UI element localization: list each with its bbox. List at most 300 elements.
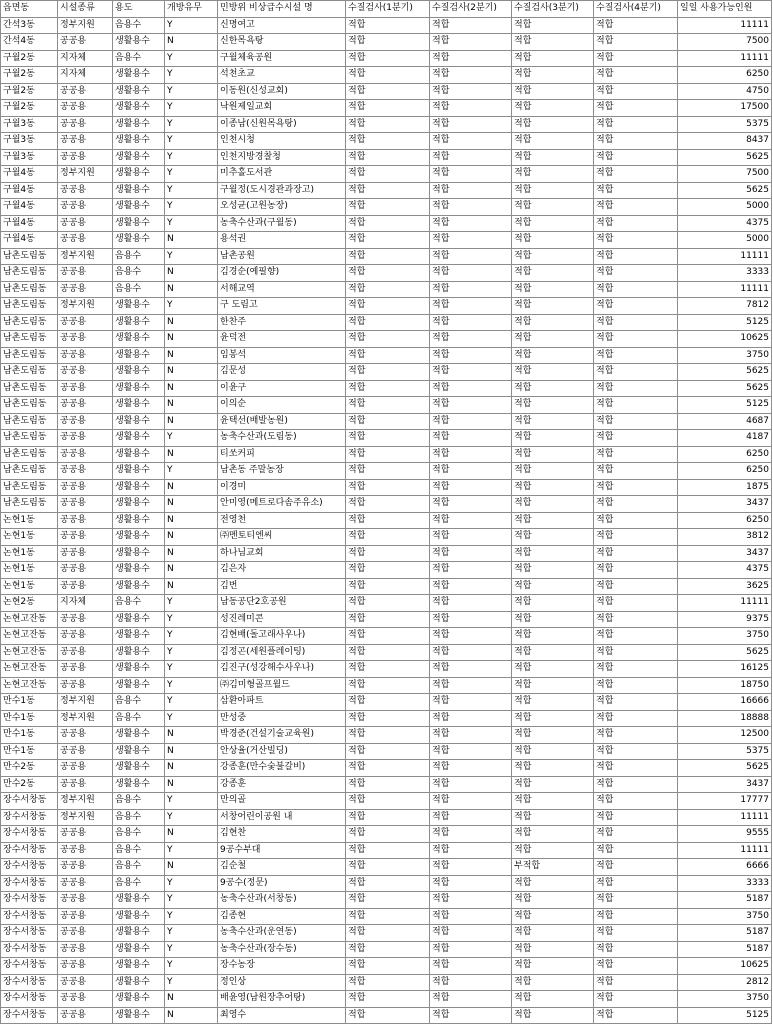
table-cell: 정부지원 bbox=[58, 166, 113, 183]
table-cell: 적합 bbox=[594, 413, 678, 430]
table-cell: 논현1동 bbox=[1, 529, 58, 546]
table-cell: 5125 bbox=[678, 1007, 772, 1024]
table-cell: 적합 bbox=[512, 281, 594, 298]
table-row bbox=[1, 232, 772, 249]
table-cell: 3437 bbox=[678, 545, 772, 562]
table-cell: 3750 bbox=[678, 347, 772, 364]
table-row bbox=[1, 67, 772, 84]
column-header: 수질검사(1분기) bbox=[346, 1, 430, 18]
table-row bbox=[1, 116, 772, 133]
table-cell: 적합 bbox=[512, 133, 594, 150]
table-cell: 이경미 bbox=[218, 479, 346, 496]
table-cell: 적합 bbox=[346, 743, 430, 760]
table-cell: 티쏘커피 bbox=[218, 446, 346, 463]
table-row bbox=[1, 908, 772, 925]
table-cell: 3812 bbox=[678, 529, 772, 546]
table-cell: 적합 bbox=[512, 826, 594, 843]
table-cell: 공공용 bbox=[58, 644, 113, 661]
table-cell: 남촌도림동 bbox=[1, 380, 58, 397]
table-cell: 생활용수 bbox=[113, 182, 165, 199]
table-cell: 적합 bbox=[594, 34, 678, 51]
table-cell: 생활용수 bbox=[113, 199, 165, 216]
table-cell: N bbox=[165, 331, 218, 348]
table-cell: 공공용 bbox=[58, 34, 113, 51]
table-row bbox=[1, 611, 772, 628]
table-cell: 농축수산과(도림동) bbox=[218, 430, 346, 447]
table-cell: 적합 bbox=[430, 182, 512, 199]
table-cell: 적합 bbox=[512, 512, 594, 529]
table-cell: 적합 bbox=[512, 677, 594, 694]
table-cell: 적합 bbox=[346, 397, 430, 414]
table-cell: 적합 bbox=[430, 743, 512, 760]
table-cell: 남촌도림동 bbox=[1, 397, 58, 414]
table-cell: 용석권 bbox=[218, 232, 346, 249]
table-cell: 생활용수 bbox=[113, 34, 165, 51]
table-cell: 적합 bbox=[430, 232, 512, 249]
table-cell: 적합 bbox=[346, 413, 430, 430]
table-cell: 김현찬 bbox=[218, 826, 346, 843]
table-row bbox=[1, 50, 772, 67]
table-cell: 장수서창동 bbox=[1, 1007, 58, 1024]
table-cell: 5187 bbox=[678, 925, 772, 942]
table-cell: 적합 bbox=[594, 182, 678, 199]
table-cell: 적합 bbox=[512, 397, 594, 414]
table-cell: 적합 bbox=[430, 430, 512, 447]
table-cell: 생활용수 bbox=[113, 512, 165, 529]
table-cell: 적합 bbox=[430, 974, 512, 991]
table-cell: Y bbox=[165, 298, 218, 315]
table-cell: 적합 bbox=[594, 974, 678, 991]
table-cell: 정부지원 bbox=[58, 298, 113, 315]
table-cell: 적합 bbox=[346, 166, 430, 183]
table-cell: 공공용 bbox=[58, 314, 113, 331]
table-cell: 남촌도림동 bbox=[1, 479, 58, 496]
table-cell: 적합 bbox=[346, 133, 430, 150]
table-cell: 농축수산과(서창동) bbox=[218, 892, 346, 909]
table-row bbox=[1, 149, 772, 166]
table-cell: 적합 bbox=[594, 446, 678, 463]
table-cell: 적합 bbox=[594, 776, 678, 793]
table-cell: 남촌도림동 bbox=[1, 347, 58, 364]
table-cell: 장수서창동 bbox=[1, 941, 58, 958]
table-cell: 적합 bbox=[594, 875, 678, 892]
table-cell: 3750 bbox=[678, 908, 772, 925]
table-cell: 17500 bbox=[678, 100, 772, 117]
table-cell: N bbox=[165, 413, 218, 430]
table-cell: 적합 bbox=[594, 628, 678, 645]
table-cell: 적합 bbox=[512, 149, 594, 166]
table-cell: Y bbox=[165, 611, 218, 628]
table-cell: N bbox=[165, 446, 218, 463]
table-cell: 부적합 bbox=[512, 859, 594, 876]
header-row bbox=[1, 1, 772, 18]
table-cell: 공공용 bbox=[58, 826, 113, 843]
table-cell: 만수1동 bbox=[1, 727, 58, 744]
table-cell: 장수서창동 bbox=[1, 793, 58, 810]
table-cell: 적합 bbox=[346, 677, 430, 694]
table-cell: 적합 bbox=[594, 479, 678, 496]
table-cell: 적합 bbox=[346, 248, 430, 265]
table-row bbox=[1, 496, 772, 513]
table-cell: 16125 bbox=[678, 661, 772, 678]
table-cell: 적합 bbox=[346, 430, 430, 447]
table-cell: 적합 bbox=[430, 496, 512, 513]
table-cell: 김번 bbox=[218, 578, 346, 595]
table-cell: 음용수 bbox=[113, 710, 165, 727]
table-cell: 남촌공원 bbox=[218, 248, 346, 265]
table-cell: 적합 bbox=[512, 760, 594, 777]
table-cell: 11111 bbox=[678, 595, 772, 612]
table-cell: 4375 bbox=[678, 562, 772, 579]
table-cell: N bbox=[165, 578, 218, 595]
table-cell: 적합 bbox=[346, 83, 430, 100]
table-row bbox=[1, 694, 772, 711]
table-cell: 생활용수 bbox=[113, 479, 165, 496]
table-cell: 적합 bbox=[594, 991, 678, 1008]
table-cell: 6250 bbox=[678, 446, 772, 463]
table-cell: 6250 bbox=[678, 512, 772, 529]
table-cell: 적합 bbox=[512, 364, 594, 381]
table-cell: 구월4동 bbox=[1, 232, 58, 249]
table-cell: 만성중 bbox=[218, 710, 346, 727]
table-cell: 생활용수 bbox=[113, 628, 165, 645]
table-cell: 3333 bbox=[678, 875, 772, 892]
table-cell: 적합 bbox=[430, 628, 512, 645]
table-cell: 1875 bbox=[678, 479, 772, 496]
table-cell: 적합 bbox=[512, 100, 594, 117]
table-cell: 공공용 bbox=[58, 116, 113, 133]
table-cell: 3333 bbox=[678, 265, 772, 282]
table-row bbox=[1, 595, 772, 612]
table-row bbox=[1, 842, 772, 859]
table-cell: 적합 bbox=[346, 974, 430, 991]
table-cell: 정부지원 bbox=[58, 793, 113, 810]
table-row bbox=[1, 100, 772, 117]
table-cell: 생활용수 bbox=[113, 166, 165, 183]
table-cell: 생활용수 bbox=[113, 215, 165, 232]
table-cell: 남촌도림동 bbox=[1, 496, 58, 513]
table-cell: 윤택선(배발농원) bbox=[218, 413, 346, 430]
table-cell: 김종현 bbox=[218, 908, 346, 925]
table-cell: 적합 bbox=[346, 694, 430, 711]
table-cell: N bbox=[165, 562, 218, 579]
table-cell: Y bbox=[165, 710, 218, 727]
table-row bbox=[1, 892, 772, 909]
table-cell: N bbox=[165, 760, 218, 777]
table-cell: Y bbox=[165, 100, 218, 117]
table-cell: 논현고잔동 bbox=[1, 628, 58, 645]
table-cell: 장수서창동 bbox=[1, 925, 58, 942]
table-cell: 적합 bbox=[430, 892, 512, 909]
table-cell: Y bbox=[165, 958, 218, 975]
table-cell: 적합 bbox=[512, 67, 594, 84]
table-cell: 적합 bbox=[346, 479, 430, 496]
table-cell: 적합 bbox=[430, 908, 512, 925]
table-cell: 적합 bbox=[512, 496, 594, 513]
table-row bbox=[1, 446, 772, 463]
table-cell: 3750 bbox=[678, 991, 772, 1008]
table-cell: Y bbox=[165, 430, 218, 447]
table-cell: Y bbox=[165, 133, 218, 150]
table-cell: 공공용 bbox=[58, 199, 113, 216]
column-header: 수질검사(4분기) bbox=[594, 1, 678, 18]
table-cell: 4375 bbox=[678, 215, 772, 232]
table-cell: 공공용 bbox=[58, 545, 113, 562]
table-cell: 김경순(예필향) bbox=[218, 265, 346, 282]
table-cell: 논현고잔동 bbox=[1, 661, 58, 678]
column-header: 수질검사(3분기) bbox=[512, 1, 594, 18]
table-row bbox=[1, 265, 772, 282]
table-cell: 적합 bbox=[594, 809, 678, 826]
table-cell: N bbox=[165, 545, 218, 562]
table-cell: 김은자 bbox=[218, 562, 346, 579]
table-cell: 공공용 bbox=[58, 875, 113, 892]
table-cell: 적합 bbox=[594, 941, 678, 958]
table-cell: 적합 bbox=[430, 397, 512, 414]
table-cell: 적합 bbox=[594, 611, 678, 628]
table-cell: 서해교역 bbox=[218, 281, 346, 298]
table-cell: 남촌도림동 bbox=[1, 446, 58, 463]
table-cell: 적합 bbox=[512, 331, 594, 348]
table-cell: 적합 bbox=[346, 100, 430, 117]
table-cell: ㈜멘토티엔씨 bbox=[218, 529, 346, 546]
table-cell: 적합 bbox=[512, 743, 594, 760]
table-cell: 적합 bbox=[512, 974, 594, 991]
table-cell: 안미영(메트로다솜주유소) bbox=[218, 496, 346, 513]
table-cell: 11111 bbox=[678, 281, 772, 298]
table-cell: 장수서창동 bbox=[1, 991, 58, 1008]
table-cell: 지자체 bbox=[58, 67, 113, 84]
table-cell: 생활용수 bbox=[113, 463, 165, 480]
table-cell: 적합 bbox=[594, 760, 678, 777]
table-cell: 적합 bbox=[594, 925, 678, 942]
table-cell: N bbox=[165, 232, 218, 249]
table-cell: Y bbox=[165, 50, 218, 67]
table-cell: 생활용수 bbox=[113, 776, 165, 793]
table-cell: 공공용 bbox=[58, 413, 113, 430]
table-cell: 생활용수 bbox=[113, 314, 165, 331]
table-cell: Y bbox=[165, 908, 218, 925]
table-cell: 9375 bbox=[678, 611, 772, 628]
table-cell: 적합 bbox=[430, 925, 512, 942]
table-cell: 적합 bbox=[594, 430, 678, 447]
table-row bbox=[1, 248, 772, 265]
table-cell: 적합 bbox=[346, 991, 430, 1008]
table-cell: 적합 bbox=[512, 562, 594, 579]
table-cell: N bbox=[165, 512, 218, 529]
table-cell: 적합 bbox=[594, 710, 678, 727]
table-cell: 공공용 bbox=[58, 859, 113, 876]
table-cell: 음용수 bbox=[113, 826, 165, 843]
table-cell: 적합 bbox=[430, 842, 512, 859]
table-cell: N bbox=[165, 281, 218, 298]
table-cell: 적합 bbox=[594, 512, 678, 529]
table-cell: 적합 bbox=[512, 314, 594, 331]
table-cell: Y bbox=[165, 892, 218, 909]
table-cell: 11111 bbox=[678, 248, 772, 265]
table-cell: 생활용수 bbox=[113, 941, 165, 958]
table-cell: 공공용 bbox=[58, 892, 113, 909]
table-row bbox=[1, 1007, 772, 1024]
table-cell: 공공용 bbox=[58, 496, 113, 513]
table-row bbox=[1, 314, 772, 331]
table-cell: 공공용 bbox=[58, 430, 113, 447]
table-cell: 적합 bbox=[594, 100, 678, 117]
table-cell: 적합 bbox=[430, 793, 512, 810]
table-cell: Y bbox=[165, 83, 218, 100]
table-cell: Y bbox=[165, 199, 218, 216]
table-cell: 적합 bbox=[512, 430, 594, 447]
table-cell: Y bbox=[165, 116, 218, 133]
table-row bbox=[1, 727, 772, 744]
table-cell: 적합 bbox=[346, 281, 430, 298]
table-cell: N bbox=[165, 380, 218, 397]
table-cell: 적합 bbox=[594, 892, 678, 909]
table-cell: 생활용수 bbox=[113, 908, 165, 925]
table-cell: 생활용수 bbox=[113, 743, 165, 760]
table-cell: 지자체 bbox=[58, 595, 113, 612]
table-cell: 강종훈 bbox=[218, 776, 346, 793]
table-cell: 적합 bbox=[346, 727, 430, 744]
table-cell: 적합 bbox=[430, 17, 512, 34]
table-cell: 생활용수 bbox=[113, 1007, 165, 1024]
table-cell: 7500 bbox=[678, 34, 772, 51]
table-cell: 적합 bbox=[346, 958, 430, 975]
table-row bbox=[1, 83, 772, 100]
table-cell: 공공용 bbox=[58, 512, 113, 529]
table-cell: 적합 bbox=[430, 859, 512, 876]
table-row bbox=[1, 479, 772, 496]
table-cell: 적합 bbox=[594, 331, 678, 348]
table-cell: 적합 bbox=[346, 925, 430, 942]
table-cell: 적합 bbox=[512, 727, 594, 744]
table-cell: 구월4동 bbox=[1, 215, 58, 232]
table-row bbox=[1, 875, 772, 892]
table-cell: 적합 bbox=[346, 809, 430, 826]
table-cell: 공공용 bbox=[58, 925, 113, 942]
table-cell: 4687 bbox=[678, 413, 772, 430]
table-cell: 적합 bbox=[346, 232, 430, 249]
table-cell: 만수1동 bbox=[1, 694, 58, 711]
table-row bbox=[1, 166, 772, 183]
table-cell: 적합 bbox=[512, 265, 594, 282]
table-cell: 적합 bbox=[430, 611, 512, 628]
table-cell: 적합 bbox=[430, 331, 512, 348]
table-cell: 적합 bbox=[594, 842, 678, 859]
table-cell: 공공용 bbox=[58, 100, 113, 117]
table-cell: 적합 bbox=[594, 496, 678, 513]
table-cell: 적합 bbox=[346, 941, 430, 958]
table-cell: 공공용 bbox=[58, 1007, 113, 1024]
table-row bbox=[1, 628, 772, 645]
table-cell: 만수1동 bbox=[1, 710, 58, 727]
table-cell: 장수농장 bbox=[218, 958, 346, 975]
table-cell: 장수서창동 bbox=[1, 958, 58, 975]
table-cell: 적합 bbox=[346, 908, 430, 925]
table-row bbox=[1, 661, 772, 678]
table-cell: 지자체 bbox=[58, 50, 113, 67]
table-cell: 성진레미콘 bbox=[218, 611, 346, 628]
table-cell: 적합 bbox=[430, 578, 512, 595]
table-cell: 적합 bbox=[512, 644, 594, 661]
table-cell: 생활용수 bbox=[113, 892, 165, 909]
table-cell: 정부지원 bbox=[58, 809, 113, 826]
table-row bbox=[1, 298, 772, 315]
table-cell: 적합 bbox=[430, 298, 512, 315]
table-cell: 생활용수 bbox=[113, 67, 165, 84]
table-cell: 4187 bbox=[678, 430, 772, 447]
table-cell: 적합 bbox=[430, 545, 512, 562]
table-cell: 적합 bbox=[430, 562, 512, 579]
table-cell: 김순철 bbox=[218, 859, 346, 876]
table-cell: Y bbox=[165, 248, 218, 265]
table-cell: 남촌도림동 bbox=[1, 314, 58, 331]
table-cell: 적합 bbox=[594, 793, 678, 810]
table-cell: 적합 bbox=[512, 595, 594, 612]
table-cell: 생활용수 bbox=[113, 364, 165, 381]
table-cell: 공공용 bbox=[58, 463, 113, 480]
table-cell: 적합 bbox=[594, 677, 678, 694]
table-cell: 생활용수 bbox=[113, 298, 165, 315]
table-cell: 5125 bbox=[678, 314, 772, 331]
table-cell: 삼환아파트 bbox=[218, 694, 346, 711]
table-row bbox=[1, 941, 772, 958]
table-cell: 공공용 bbox=[58, 991, 113, 1008]
table-cell: 적합 bbox=[594, 578, 678, 595]
table-cell: 적합 bbox=[594, 397, 678, 414]
table-cell: N bbox=[165, 364, 218, 381]
table-cell: 남촌동 주말농장 bbox=[218, 463, 346, 480]
column-header: 수질검사(2분기) bbox=[430, 1, 512, 18]
table-cell: 적합 bbox=[594, 1007, 678, 1024]
table-cell: 적합 bbox=[594, 694, 678, 711]
table-cell: 생활용수 bbox=[113, 677, 165, 694]
table-row bbox=[1, 958, 772, 975]
table-cell: 2812 bbox=[678, 974, 772, 991]
table-cell: 농축수산과(장수동) bbox=[218, 941, 346, 958]
table-cell: 공공용 bbox=[58, 958, 113, 975]
table-cell: 생활용수 bbox=[113, 446, 165, 463]
table-cell: 생활용수 bbox=[113, 974, 165, 991]
table-cell: 적합 bbox=[512, 215, 594, 232]
table-cell: 논현1동 bbox=[1, 512, 58, 529]
table-cell: 적합 bbox=[594, 215, 678, 232]
table-cell: 적합 bbox=[346, 611, 430, 628]
table-cell: 적합 bbox=[512, 347, 594, 364]
table-cell: 논현1동 bbox=[1, 562, 58, 579]
table-cell: 생활용수 bbox=[113, 116, 165, 133]
table-cell: 적합 bbox=[346, 892, 430, 909]
table-cell: 만수1동 bbox=[1, 743, 58, 760]
table-cell: 장수서창동 bbox=[1, 908, 58, 925]
table-cell: 남촌도림동 bbox=[1, 298, 58, 315]
table-cell: 적합 bbox=[594, 364, 678, 381]
column-header: 읍면동 bbox=[1, 1, 58, 18]
table-cell: 적합 bbox=[346, 512, 430, 529]
table-cell: 적합 bbox=[346, 149, 430, 166]
table-cell: Y bbox=[165, 793, 218, 810]
table-cell: 적합 bbox=[512, 545, 594, 562]
table-cell: Y bbox=[165, 925, 218, 942]
table-cell: 음용수 bbox=[113, 859, 165, 876]
table-cell: 적합 bbox=[594, 67, 678, 84]
table-cell: 남촌도림동 bbox=[1, 281, 58, 298]
table-cell: 7500 bbox=[678, 166, 772, 183]
table-cell: 논현2동 bbox=[1, 595, 58, 612]
table-cell: 11111 bbox=[678, 809, 772, 826]
table-cell: 5375 bbox=[678, 743, 772, 760]
table-cell: 5187 bbox=[678, 941, 772, 958]
